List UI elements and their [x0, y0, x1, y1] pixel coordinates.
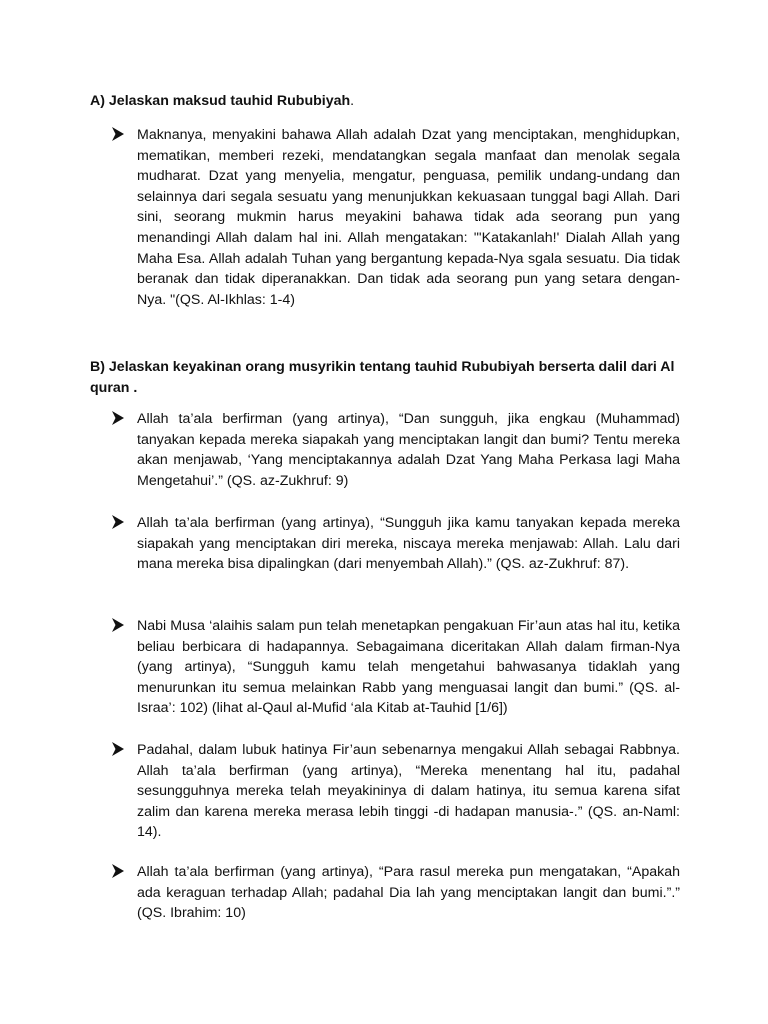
answer-item [112, 616, 680, 719]
answer-paragraph: Padahal, dalam lubuk hatinya Fir’aun sebenarnya mengakui Allah sebagai Rabbnya. Allah ta’ala berfirman (yang artinya), “Mereka menentang hal itu, padahal sesungguhnya mereka telah meyakininya di dalam hatinya, itu semua karena sifat zalim dan karena mereka merasa lebih tinggi -di hadapan manusia-.” (QS. an-Naml: 14). [137, 742, 680, 841]
question-b [90, 357, 680, 399]
answer-item [112, 409, 680, 491]
answer-paragraph: Allah ta’ala berfirman (yang artinya), “Dan sungguh, jika engkau (Muhammad) tanyakan kepada mereka siapakah yang menciptakan langit dan bumi? Tentu mereka akan menjawab, ‘Yang menciptakannya adalah Dzat Yang Maha Perkasa lagi Maha Mengetahui’.” (QS. az-Zukhruf: 9) [137, 411, 680, 489]
question-b-text: B) Jelaskan keyakinan orang musyrikin tentang tauhid Rububiyah berserta dalil dari Al quran . [90, 359, 675, 396]
answer-item [112, 513, 680, 575]
answer-paragraph: Maknanya, menyakini bahawa Allah adalah Dzat yang menciptakan, menghidupkan, mematikan, memberi rezeki, mendatangkan segala manfaat dan menolak segala mudharat. Dzat yang menyelia, mengatur, penguasa, pemilik undang-undang dan selainnya dari segala sesuatu yang menunjukkan kekuasaan tunggal bagi Allah. Dari sini, seorang mukmin harus meyakini bahawa tidak ada seorang pun yang menandingi Allah dalam hal ini. Allah mengatakan: "'Katakanlah!' Dialah Allah yang Maha Esa. Allah adalah Tuhan yang bergantung kepada-Nya sgala sesuatu. Dia tidak beranak dan tidak diperanakkan. Dan tidak ada seorang pun yang setara dengan-Nya. "(QS. Al-Ikhlas: 1-4) [137, 127, 680, 308]
arrow-bullet-icon [112, 864, 124, 878]
question-a-period: . [350, 93, 355, 109]
answer-paragraph: Nabi Musa ‘alaihis salam pun telah menetapkan pengakuan Fir’aun atas hal itu, ketika beliau berbicara di hadapannya. Sebagaimana diceritakan Allah dalam firman-Nya (yang artinya), “Sungguh kamu telah mengetahui bahwasanya tidaklah yang menurunkan itu semua melainkan Rabb yang menguasai langit dan bumi.” (QS. al-Israa’: 102) (lihat al-Qaul al-Mufid ‘ala Kitab at-Tauhid [1/6]) [137, 618, 680, 717]
answer-item [112, 125, 680, 310]
question-a-text: A) Jelaskan maksud tauhid Rububiyah [90, 93, 351, 109]
answer-paragraph: Allah ta’ala berfirman (yang artinya), “Para rasul mereka pun mengatakan, “Apakah ada keraguan terhadap Allah; padahal Dia lah yang menciptakan langit dan bumi.”.” (QS. Ibrahim: 10) [137, 864, 680, 922]
arrow-bullet-icon [112, 127, 124, 141]
answer-item [112, 740, 680, 843]
answer-paragraph: Allah ta’ala berfirman (yang artinya), “Sungguh jika kamu tanyakan kepada mereka siapakah yang menciptakan diri mereka, niscaya mereka menjawab: Allah. Lalu dari mana mereka bisa dipalingkan (dari menyembah Allah).” (QS. az-Zukhruf: 87). [137, 515, 680, 573]
answer-item [112, 862, 680, 924]
arrow-bullet-icon [112, 742, 124, 756]
arrow-bullet-icon [112, 411, 124, 425]
arrow-bullet-icon [112, 515, 124, 529]
arrow-bullet-icon [112, 618, 124, 632]
question-a [90, 91, 680, 112]
